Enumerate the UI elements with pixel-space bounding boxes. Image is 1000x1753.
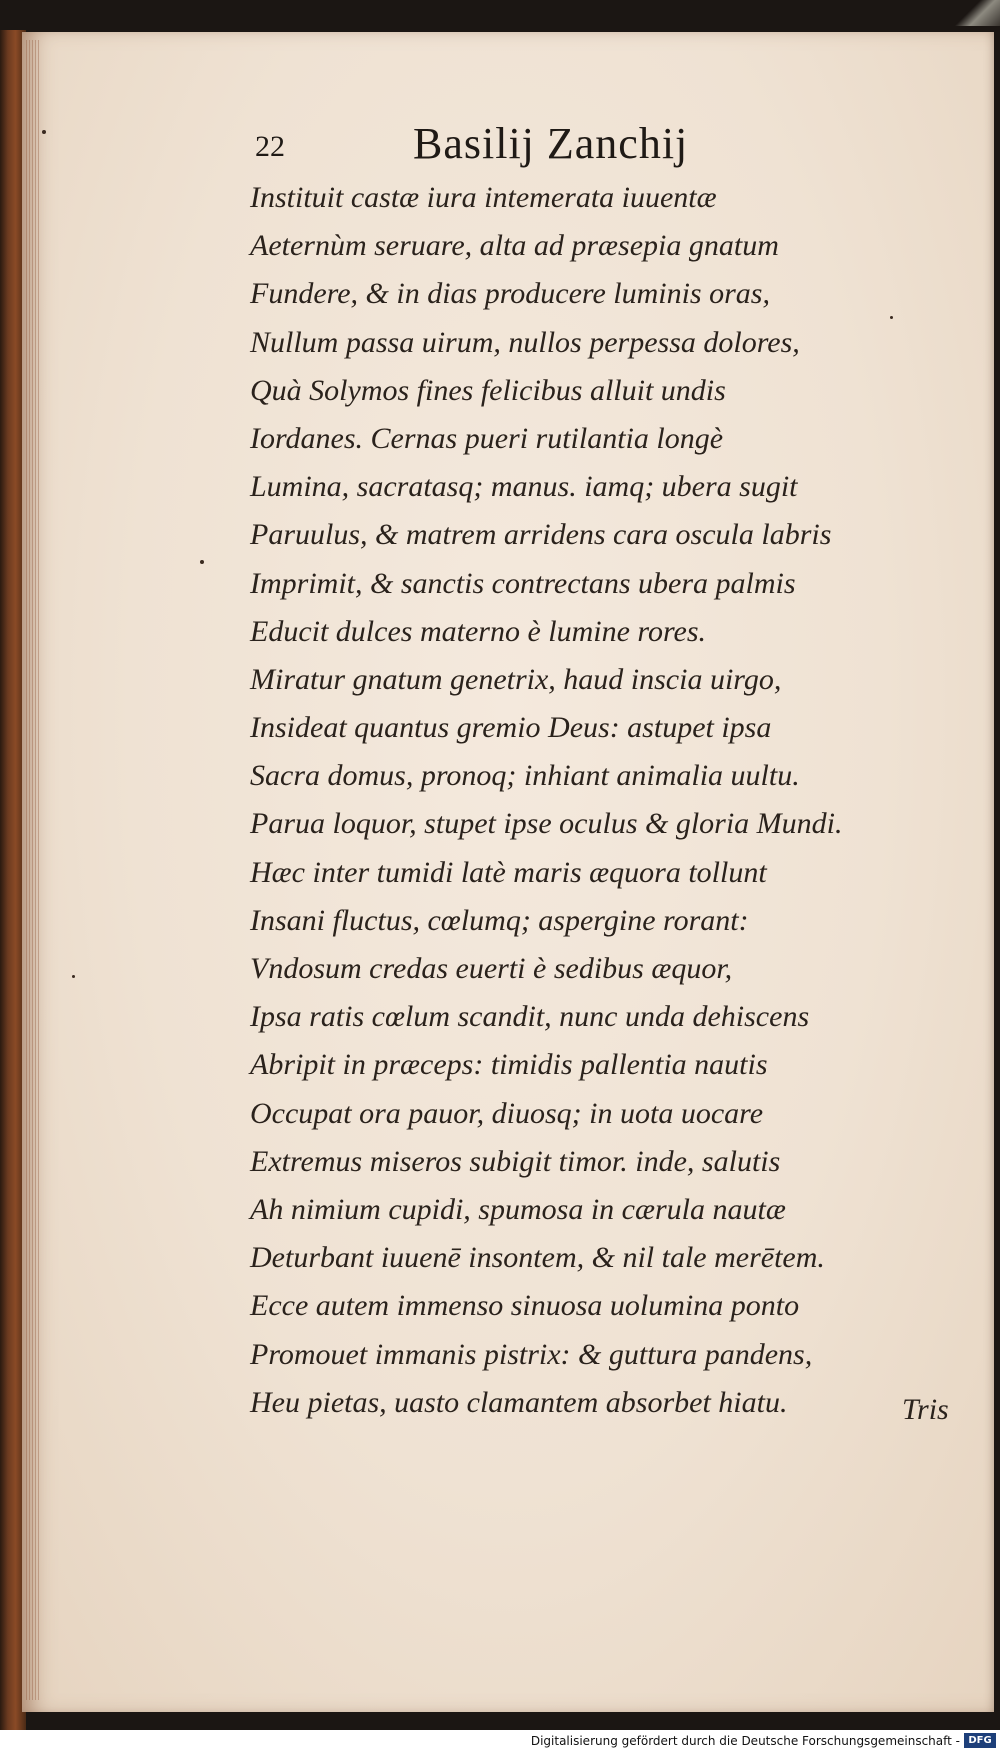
verse-line: Quà Solymos fines felicibus alluit undis xyxy=(250,373,726,407)
funding-credit: Digitalisierung gefördert durch die Deutsche Forschungsgemeinschaft - xyxy=(530,1734,960,1748)
scanner-clip-corner xyxy=(950,0,1000,26)
verse-line: Deturbant iuuenē insontem, & nil tale merētem. xyxy=(250,1241,825,1275)
verse-line: Educit dulces materno è lumine rores. xyxy=(250,614,707,648)
page-header xyxy=(255,118,815,178)
verse-line: Sacra domus, pronoq; inhiant animalia uultu. xyxy=(250,759,800,793)
footer-bar xyxy=(0,1730,1000,1753)
verse-line: Promouet immanis pistrix: & guttura pandens, xyxy=(250,1337,813,1371)
verse-line: Miratur gnatum genetrix, haud inscia uirgo, xyxy=(250,662,782,696)
verse-line: Ah nimium cupidi, spumosa in cærula nautæ xyxy=(250,1192,786,1226)
verse-line: Instituit castæ iura intemerata iuuentæ xyxy=(250,181,717,214)
verse-line: Imprimit, & sanctis contrectans ubera palmis xyxy=(250,566,796,600)
verse-line: Vndosum credas euerti è sedibus æquor, xyxy=(250,952,733,985)
dfg-logo: DFG xyxy=(964,1733,996,1748)
verse-line: Ecce autem immenso sinuosa uolumina ponto xyxy=(250,1289,800,1323)
paper-speck xyxy=(200,560,204,564)
verse-line: Heu pietas, uasto clamantem absorbet hiatu. xyxy=(250,1385,788,1419)
verse-line: Insideat quantus gremio Deus: astupet ipsa xyxy=(250,711,772,745)
verse-line: Iordanes. Cernas pueri rutilantia longè xyxy=(250,421,724,455)
verse-line: Paruulus, & matrem arridens cara oscula labris xyxy=(250,518,832,552)
catchword: Tris xyxy=(902,1393,949,1426)
verse-line: Fundere, & in dias producere luminis oras, xyxy=(250,277,770,311)
verse-line: Hæc inter tumidi latè maris æquora tollunt xyxy=(250,855,767,889)
verse-line: Ipsa ratis cœlum scandit, nunc unda dehiscens xyxy=(250,1000,810,1034)
verse-line: Lumina, sacratasq; manus. iamq; ubera sugit xyxy=(250,470,798,504)
paper-speck xyxy=(72,975,75,978)
verse-line: Occupat ora pauor, diuosq; in uota uocare xyxy=(250,1096,764,1130)
verse-line: Aeternùm seruare, alta ad præsepia gnatum xyxy=(250,229,779,263)
page-edge-texture xyxy=(26,40,40,1700)
verse-line: Parua loquor, stupet ipse oculus & gloria Mundi. xyxy=(250,807,843,841)
paper-speck xyxy=(42,130,46,134)
page-number: 22 xyxy=(255,130,285,163)
verse-text xyxy=(250,174,970,1427)
verse-line: Nullum passa uirum, nullos perpessa dolores, xyxy=(250,325,800,359)
verse-line: Extremus miseros subigit timor. inde, salutis xyxy=(250,1144,781,1178)
verse-line: Insani fluctus, cœlumq; aspergine rorant: xyxy=(250,903,749,937)
running-title: Basilij Zanchij xyxy=(413,119,689,168)
verse-line: Abripit in præceps: timidis pallentia nautis xyxy=(250,1048,768,1082)
